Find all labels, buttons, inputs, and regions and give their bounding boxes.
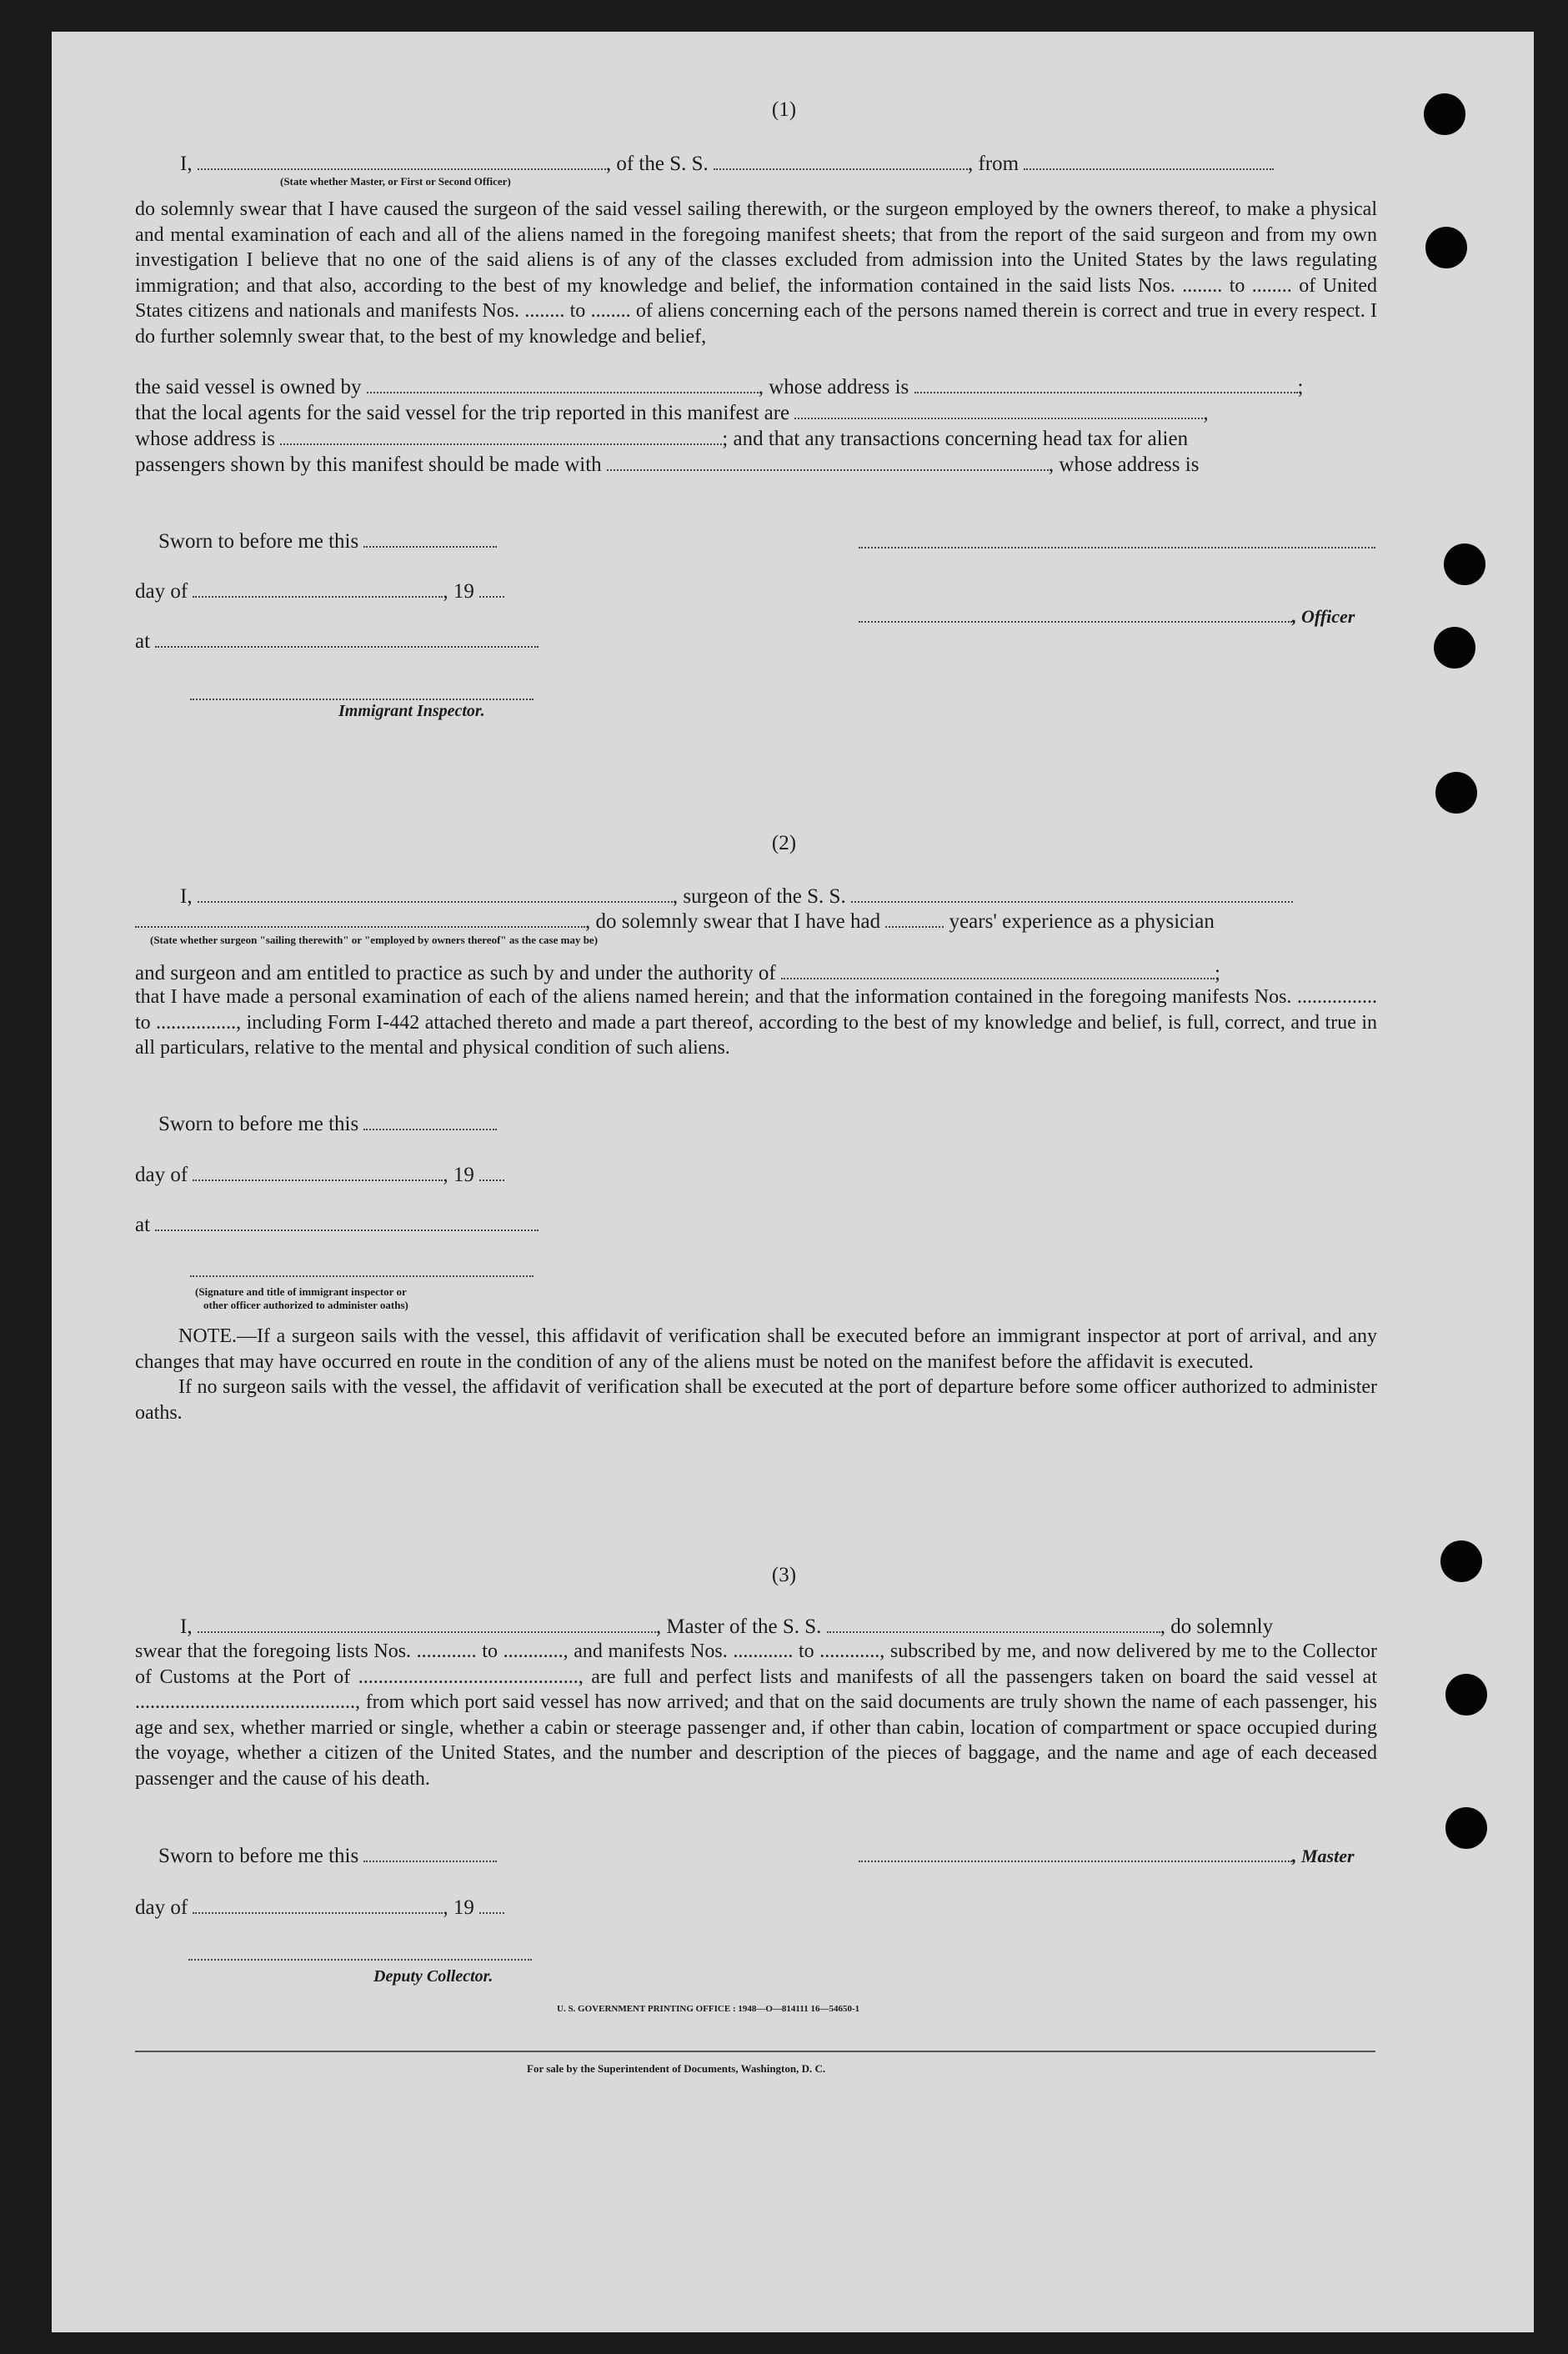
section-number: (3) — [771, 1564, 797, 1586]
agent-address-label: whose address is — [135, 428, 276, 450]
master-sig-blank — [859, 1861, 1292, 1862]
sworn-blank — [363, 1861, 497, 1862]
local-agents-label: that the local agents for the said vessel for the trip reported in this manifest are — [135, 402, 790, 424]
affidavit-2-body — [135, 984, 1377, 1061]
whose-address-label: , whose address is — [758, 376, 909, 398]
name-blank — [198, 901, 673, 903]
years-blank — [885, 926, 944, 928]
master-of-ss: , Master of the S. S. — [655, 1615, 822, 1638]
officer-blank — [859, 621, 1292, 623]
owned-by-line: the said vessel is owned by , whose address is ; — [135, 376, 1304, 398]
collector-label: Deputy Collector. — [373, 1967, 493, 1986]
sig-note-1: (Signature and title of immigrant inspector or — [195, 1285, 407, 1298]
affidavit-3-paragraph: swear that the foregoing lists Nos. ............ to ............, and manifests Nos. ............ to ............, subscribed by me, and now delivered by me to the Collector of Customs at the Port of ............................................, are full and perfect lists and manifests of all the passengers taken on board the said vessel at ............................................, from which port said vessel has now arrived; and that on the said documents are truly shown the name of each passenger, his age and sex, whether married or single, whether a cabin or steerage passenger and, if other than cabin, location of compartment or space occupied during the voyage, whether a citizen of the United States, and the number and description of the pieces of baggage, and the name and age of each deceased passenger and the cause of his death. — [135, 1640, 1377, 1790]
for-sale-line: For sale by the Superintendent of Documents, Washington, D. C. — [527, 2062, 826, 2075]
vessel-blank — [827, 1631, 1160, 1633]
sworn-label: Sworn to before me this — [158, 530, 359, 553]
punch-hole — [1445, 1807, 1487, 1849]
affidavit-3-body — [135, 1639, 1377, 1791]
do-solemnly: , do solemnly — [1160, 1615, 1274, 1638]
text-i: I, — [180, 153, 193, 175]
master-line — [859, 1845, 1355, 1868]
punch-hole — [1444, 543, 1485, 585]
officer-line — [859, 605, 1355, 629]
owner-blank — [367, 392, 759, 393]
inspector-sig-line — [190, 1275, 534, 1277]
collector-sig-line — [188, 1959, 532, 1961]
agent-address-blank — [280, 443, 722, 445]
local-agents-line: that the local agents for the said vessel for the trip reported in this manifest are , — [135, 402, 1209, 424]
head-tax-agent-blank — [607, 469, 1049, 471]
day-of-line-3 — [135, 1896, 504, 1920]
text-i: I, — [180, 1615, 193, 1638]
year-prefix: , 19 — [443, 1164, 474, 1186]
day-of-label: day of — [135, 1896, 188, 1919]
day-of-label: day of — [135, 580, 188, 603]
punch-hole — [1425, 227, 1467, 268]
note-paragraph-1: NOTE.—If a surgeon sails with the vessel, this affidavit of verification shall be executed before an immigrant inspector at port of arrival, and any changes that may have occurred en route in the condition of any of the aliens must be noted on the manifest before the affidavit is executed. — [135, 1325, 1377, 1373]
affidavit-2-paragraph: that I have made a personal examination of each of the aliens named herein; and that the information contained in the foregoing manifests Nos. ................ to ................, including Form I-442 attached thereto and made a part thereof, according to the best of my knowledge and belief, is full, correct, and true in all particulars, relative to the mental and physical condition of such aliens. — [135, 986, 1377, 1059]
master-label: , Master — [1292, 1846, 1355, 1866]
printing-office-line: U. S. GOVERNMENT PRINTING OFFICE : 1948—O—814111 16—54650-1 — [557, 2004, 860, 2014]
master-name-blank — [198, 1631, 656, 1633]
punch-hole — [1435, 772, 1477, 814]
day-blank — [193, 596, 443, 598]
surgeon-of-ss: , surgeon of the S. S. — [672, 885, 846, 908]
at-label: at — [135, 630, 151, 653]
affidavit-3-opening-line — [180, 1615, 1273, 1639]
port-blank — [1024, 168, 1274, 170]
sworn-label: Sworn to before me this — [158, 1845, 359, 1867]
day-blank — [193, 1180, 443, 1181]
sworn-line-3 — [158, 1845, 497, 1868]
text-from: , from — [968, 153, 1019, 175]
head-tax-text: ; and that any transactions concerning head tax for alien — [722, 428, 1189, 450]
section-number: (1) — [771, 98, 797, 121]
at-blank — [155, 1230, 539, 1231]
punch-hole — [1445, 1674, 1487, 1715]
affidavit-1-paragraph: do solemnly swear that I have caused the surgeon of the said vessel sailing therewith, or the surgeon employed by the owners thereof, to make a physical and mental examination of each and all of the aliens named in the foregoing manifest sheets; that from the report of the said surgeon and from my own investigation I believe that no one of the said aliens is of any of the classes excluded from admission into the United States by the laws regulating immigration; and that also, according to the best of my knowledge and belief, the information contained in the said lists Nos. ........ to ........ of United States citizens and nationals and manifests Nos. ........ to ........ of aliens concerning each of the persons named therein is correct and true in every respect. I do further solemnly swear that, to the best of my knowledge and belief, — [135, 198, 1377, 348]
notes — [135, 1324, 1377, 1425]
day-blank — [193, 1912, 443, 1914]
section-number: (2) — [771, 832, 797, 854]
affidavit-1-opening-line — [180, 153, 1274, 176]
owned-by-label: the said vessel is owned by — [135, 376, 362, 398]
authority-blank — [781, 978, 1215, 979]
day-of-label: day of — [135, 1164, 188, 1186]
vessel-blank — [851, 901, 1293, 903]
day-of-line-1 — [135, 580, 504, 604]
sworn-line-1 — [158, 530, 497, 553]
affidavit-1-body — [135, 197, 1377, 349]
sworn-label: Sworn to before me this — [158, 1113, 359, 1135]
at-line-2 — [135, 1214, 539, 1237]
authority-text: and surgeon and am entitled to practice as such by and under the authority of — [135, 962, 776, 984]
years-text: years' experience as a physician — [949, 910, 1215, 933]
year-prefix: , 19 — [443, 580, 474, 603]
punch-hole — [1434, 627, 1475, 669]
name-blank — [198, 168, 606, 170]
inspector-label: Immigrant Inspector. — [338, 702, 485, 720]
vessel-blank — [714, 168, 968, 170]
at-label: at — [135, 1214, 151, 1236]
sworn-line-2 — [158, 1113, 497, 1136]
passengers-label: passengers shown by this manifest should be made with — [135, 453, 602, 476]
year-blank — [479, 1180, 504, 1181]
officer-sig-line-top — [859, 547, 1375, 548]
whose-address-end: , whose address is — [1048, 453, 1200, 476]
sworn-blank — [363, 546, 497, 548]
surgeon-blank — [135, 926, 585, 928]
sig-note-2: other officer authorized to administer oaths) — [203, 1299, 408, 1311]
passengers-line — [135, 453, 1199, 477]
year-blank — [479, 596, 504, 598]
note-paragraph-2: If no surgeon sails with the vessel, the affidavit of verification shall be executed at the port of departure before some officer authorized to administer oaths. — [135, 1376, 1377, 1424]
affidavit-2-second-line — [135, 910, 1215, 934]
year-blank — [479, 1912, 504, 1914]
inspector-sig-line — [190, 699, 534, 700]
owner-address-blank — [914, 392, 1298, 393]
authority-line: and surgeon and am entitled to practice as such by and under the authority of ; — [135, 962, 1220, 984]
text-i: I, — [180, 885, 193, 908]
agent-address-line — [135, 428, 1188, 451]
year-prefix: , 19 — [443, 1896, 474, 1919]
text-of-ss: , of the S. S. — [605, 153, 709, 175]
sworn-blank — [363, 1129, 497, 1130]
state-note: (State whether surgeon "sailing therewith" or "employed by owners thereof" as the case may be) — [150, 934, 599, 946]
day-of-line-2 — [135, 1164, 504, 1187]
footer-rule — [135, 2051, 1375, 2052]
at-blank — [155, 646, 539, 648]
affidavit-2-opening-line — [180, 885, 1293, 909]
at-line-1 — [135, 630, 539, 654]
officer-label: , Officer — [1292, 606, 1355, 627]
state-note: (State whether Master, or First or Second Officer) — [280, 175, 511, 188]
agents-blank — [794, 418, 1203, 419]
solemnly-text: , do solemnly swear that I have had — [585, 910, 881, 933]
